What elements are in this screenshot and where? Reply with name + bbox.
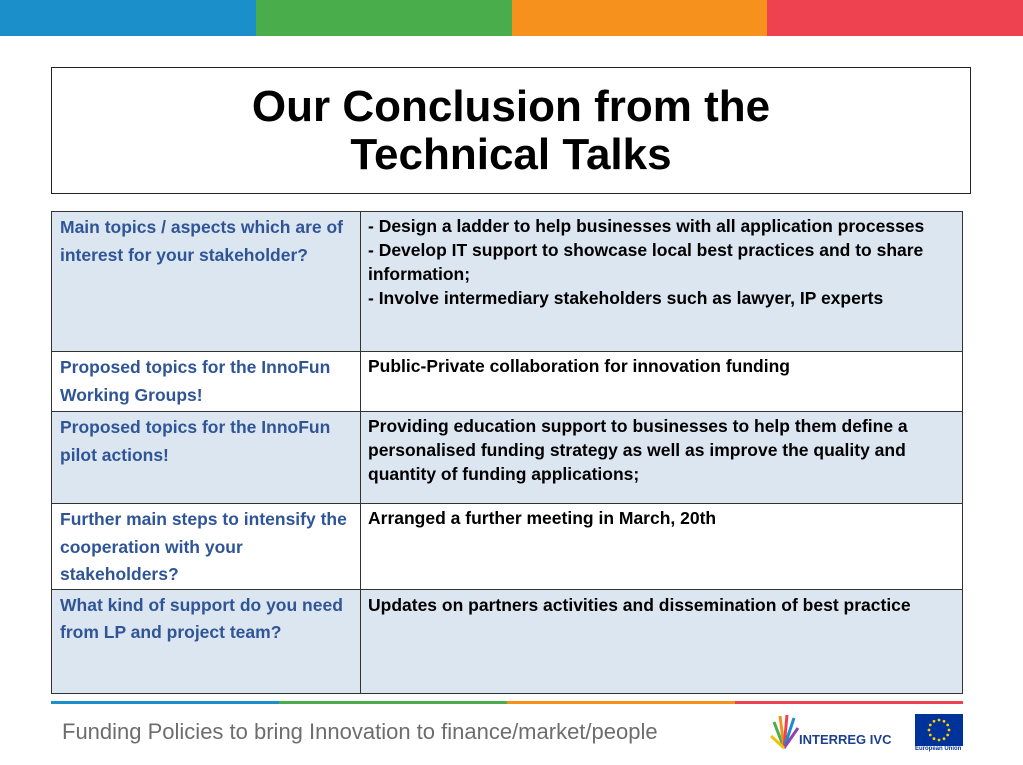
answer-line: - Develop IT support to showcase local best practices and to share information; bbox=[368, 240, 924, 284]
table-row bbox=[52, 352, 963, 412]
answer-cell: Arranged a further meeting in March, 20th bbox=[361, 504, 963, 590]
footer-tagline: Funding Policies to bring Innovation to finance/market/people bbox=[62, 719, 658, 744]
interreg-logo-text: INTERREG IVC bbox=[799, 732, 892, 747]
top-bar-orange bbox=[512, 0, 768, 36]
slide-title bbox=[252, 83, 770, 179]
table-row bbox=[52, 212, 963, 352]
slide-title-line-1: Our Conclusion from the bbox=[251, 81, 771, 131]
eu-logo-text: European Union bbox=[915, 746, 962, 752]
question-cell: Proposed topics for the InnoFun Working Groups! bbox=[52, 352, 361, 412]
footer-line-red bbox=[735, 701, 963, 704]
answer-cell: Providing education support to businesses to help them define a personalised funding strategy as well as improve the quality and quantity of funding applications; bbox=[361, 412, 963, 504]
title-box bbox=[51, 67, 971, 194]
table-row bbox=[52, 504, 963, 590]
top-bar-red bbox=[767, 0, 1023, 36]
conclusion-table bbox=[51, 211, 963, 694]
table-row bbox=[52, 589, 963, 693]
eu-logo bbox=[915, 714, 963, 758]
interreg-logo bbox=[770, 712, 900, 756]
footer-color-lines bbox=[51, 701, 963, 705]
top-color-bar bbox=[0, 0, 1023, 36]
question-cell: Proposed topics for the InnoFun pilot actions! bbox=[52, 412, 361, 504]
interreg-logo-icon bbox=[770, 712, 800, 756]
question-cell: Further main steps to intensify the cooperation with your stakeholders? bbox=[52, 504, 361, 590]
answer-cell bbox=[361, 212, 963, 352]
top-bar-blue bbox=[0, 0, 256, 36]
footer-line-blue bbox=[51, 701, 279, 704]
eu-flag-icon bbox=[915, 714, 963, 746]
footer-line-orange bbox=[507, 701, 735, 704]
answer-line: - Involve intermediary stakeholders such as lawyer, IP experts bbox=[368, 288, 884, 308]
slide-title-line-2: Technical Talks bbox=[350, 129, 672, 179]
table-row bbox=[52, 412, 963, 504]
question-cell: What kind of support do you need from LP and project team? bbox=[52, 589, 361, 693]
answer-line: - Design a ladder to help businesses with all application processes bbox=[368, 216, 925, 236]
question-cell: Main topics / aspects which are of interest for your stakeholder? bbox=[52, 212, 361, 352]
answer-cell: Updates on partners activities and dissemination of best practice bbox=[361, 589, 963, 693]
footer-line-green bbox=[279, 701, 507, 704]
answer-cell: Public-Private collaboration for innovation funding bbox=[361, 352, 963, 412]
top-bar-green bbox=[256, 0, 512, 36]
